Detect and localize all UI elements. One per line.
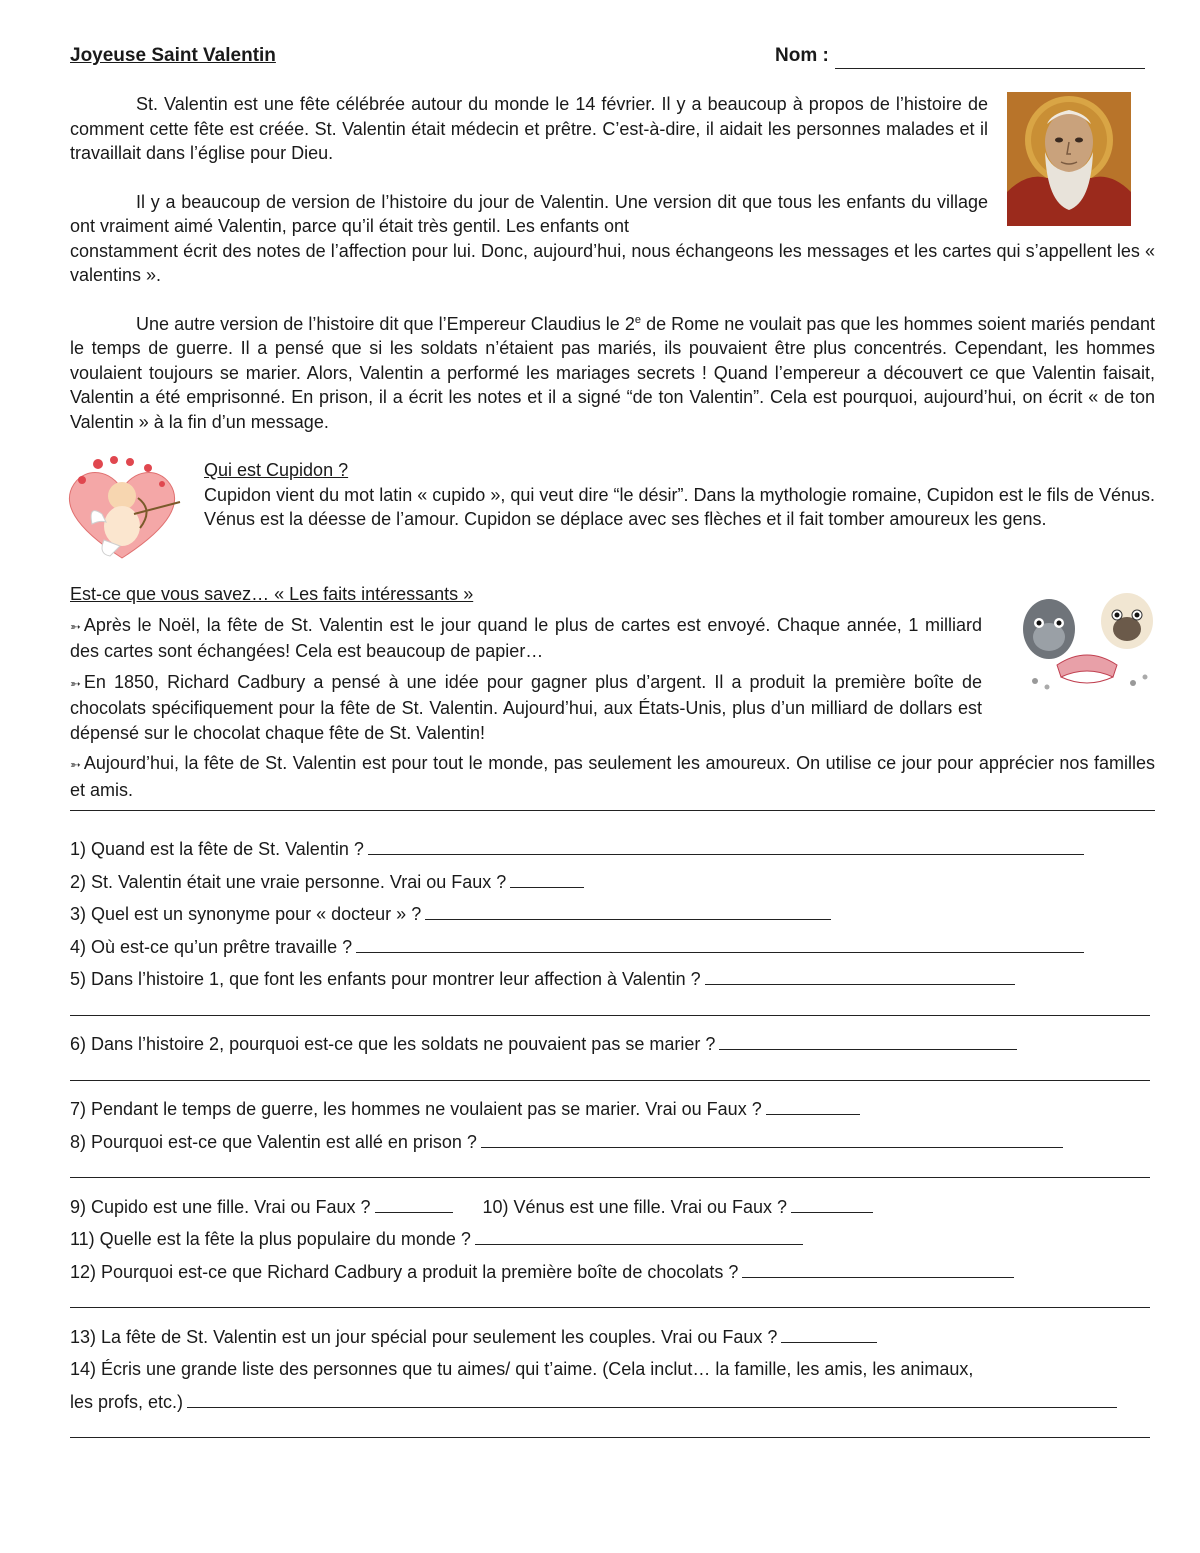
question-12 bbox=[70, 1256, 1155, 1289]
cupidon-text bbox=[204, 458, 1155, 532]
cupidon-paragraph: Cupidon vient du mot latin « cupido », qui veut dire “le désir”. Dans la mythologie romaine, Cupidon est le fils de Vénus. Vénus est la déesse de l’amour. Cupidon se déplace avec ses flèches et il fait tomber amoureux les gens. bbox=[204, 484, 1155, 529]
question-text: les profs, etc.) bbox=[70, 1391, 184, 1412]
question-text: 11) Quelle est la fête la plus populaire du monde ? bbox=[70, 1229, 471, 1249]
question-8 bbox=[70, 1126, 1155, 1159]
faits-section bbox=[70, 582, 1155, 802]
name-field[interactable] bbox=[775, 44, 1145, 69]
arrow-bullet-icon: ➳ bbox=[70, 618, 80, 634]
question-text: 6) Dans l’histoire 2, pourquoi est-ce que les soldats ne pouvaient pas se marier ? bbox=[70, 1034, 716, 1054]
answer-blank[interactable] bbox=[356, 932, 1084, 953]
answer-line[interactable] bbox=[70, 1418, 1155, 1451]
answer-line[interactable] bbox=[70, 996, 1155, 1029]
name-blank[interactable] bbox=[835, 50, 1145, 69]
question-text: 9) Cupido est une fille. Vrai ou Faux ? bbox=[70, 1196, 371, 1217]
question-text: 12) Pourquoi est-ce que Richard Cadbury a produit la première boîte de chocolats ? bbox=[70, 1261, 739, 1282]
section-divider bbox=[70, 810, 1155, 811]
question-3 bbox=[70, 898, 1155, 931]
pugs-chocolate-box-icon bbox=[1015, 585, 1160, 700]
answer-blank[interactable] bbox=[719, 1029, 1017, 1050]
question-13 bbox=[70, 1321, 1155, 1354]
header bbox=[70, 40, 1155, 74]
fact-item bbox=[70, 751, 1155, 802]
answer-line[interactable] bbox=[70, 1288, 1155, 1321]
question-text: 14) Écris une grande liste des personnes que tu aimes/ qui t’aime. (Cela inclut… la famille, les amis, les animaux, bbox=[70, 1359, 974, 1379]
answer-blank[interactable] bbox=[791, 1192, 873, 1213]
answer-blank[interactable] bbox=[481, 1127, 1063, 1148]
fact-item bbox=[70, 613, 982, 664]
paragraph-2-part-b: constamment écrit des notes de l’affection pour lui. Donc, aujourd’hui, nous échangeons les messages et les cartes qui s’appellent les « valentins ». bbox=[70, 240, 1155, 285]
question-14 bbox=[70, 1353, 1155, 1386]
question-text: 2) St. Valentin était une vraie personne. Vrai ou Faux ? bbox=[70, 871, 507, 892]
fact-item bbox=[70, 670, 982, 746]
answer-blank[interactable] bbox=[510, 867, 584, 888]
question-text: 3) Quel est un synonyme pour « docteur » ? bbox=[70, 904, 422, 924]
question-text: 4) Où est-ce qu’un prêtre travaille ? bbox=[70, 936, 353, 957]
question-text: 13) La fête de St. Valentin est un jour spécial pour seulement les couples. Vrai ou Faux ? bbox=[70, 1326, 778, 1347]
name-label: Nom : bbox=[775, 45, 829, 66]
answer-blank[interactable] bbox=[187, 1387, 1117, 1408]
question-text: 7) Pendant le temps de guerre, les hommes ne voulaient pas se marier. Vrai ou Faux ? bbox=[70, 1099, 762, 1119]
question-2 bbox=[70, 866, 1155, 899]
questions-section bbox=[70, 833, 1155, 1451]
answer-blank[interactable] bbox=[375, 1192, 453, 1213]
arrow-bullet-icon: ➳ bbox=[70, 757, 80, 772]
question-7 bbox=[70, 1093, 1155, 1126]
question-14-continued bbox=[70, 1386, 1155, 1419]
paragraph-2 bbox=[70, 190, 1155, 288]
answer-blank[interactable] bbox=[742, 1257, 1014, 1278]
question-text: 8) Pourquoi est-ce que Valentin est allé en prison ? bbox=[70, 1131, 477, 1152]
question-5 bbox=[70, 963, 1155, 996]
fact-text: Après le Noël, la fête de St. Valentin est le jour quand le plus de cartes est envoyé. Chaque année, 1 milliard des cartes sont échangées! Cela est beaucoup de papier… bbox=[70, 614, 982, 661]
cupid-heart-icon bbox=[62, 454, 182, 566]
answer-line[interactable] bbox=[70, 1158, 1155, 1191]
paragraph-1: St. Valentin est une fête célébrée autour du monde le 14 février. Il y a beaucoup à propos de l’histoire de comment cette fête est créée. St. Valentin était médecin et prêtre. C’est-à-dire, il aidait les personnes malades et il travaillait dans l’église pour Dieu. bbox=[70, 94, 988, 163]
question-6 bbox=[70, 1028, 1155, 1061]
question-text: 5) Dans l’histoire 1, que font les enfants pour montrer leur affection à Valentin ? bbox=[70, 969, 701, 989]
answer-blank[interactable] bbox=[705, 964, 1015, 985]
question-text: 10) Vénus est une fille. Vrai ou Faux ? bbox=[482, 1196, 788, 1217]
superscript-e: e bbox=[634, 313, 642, 326]
answer-blank[interactable] bbox=[475, 1224, 803, 1245]
question-text: 1) Quand est la fête de St. Valentin ? bbox=[70, 839, 364, 859]
question-11 bbox=[70, 1223, 1155, 1256]
page-title: Joyeuse Saint Valentin bbox=[70, 45, 276, 66]
paragraph-3-end: de Rome ne voulait pas que les hommes soient mariés pendant le temps de guerre. Il a pensé que si les soldats n’étaient pas mariés, ils pouvaient être plus concentrés. Cependant, les hommes voulaient toujours se marier. Alors, Valentin a performé les mariages secrets ! Quand l’empereur a découvert ce que Valentin faisait, Valentin a été emprisonné. En prison, il a écrit les notes et il a signé “de ton Valentin”. Cela est pourquoi, aujourd’hui, on écrit « de ton Valentin » à la fin d’un message. bbox=[70, 313, 1155, 432]
question-9-10 bbox=[70, 1191, 1155, 1224]
question-4 bbox=[70, 931, 1155, 964]
faits-title: Est-ce que vous savez… « Les faits intéressants » bbox=[70, 584, 474, 604]
answer-line[interactable] bbox=[70, 1061, 1155, 1094]
paragraph-2-part-a: Il y a beaucoup de version de l’histoire du jour de Valentin. Une version dit que tous les enfants du village ont vraiment aimé Valentin, parce qu’il était très gentil. Les enfants ont bbox=[70, 191, 988, 236]
paragraph-3-start: Une autre version de l’histoire dit que l’Empereur Claudius le 2 bbox=[136, 313, 635, 334]
paragraph-3 bbox=[70, 312, 1155, 435]
answer-blank[interactable] bbox=[781, 1322, 877, 1343]
worksheet bbox=[70, 40, 1155, 1451]
cupidon-section bbox=[70, 458, 1155, 578]
arrow-bullet-icon: ➳ bbox=[70, 675, 80, 691]
fact-text: Aujourd’hui, la fête de St. Valentin est pour tout le monde, pas seulement les amoureux. On utilise ce jour pour apprécier nos familles et amis. bbox=[70, 753, 1155, 800]
fact-text: En 1850, Richard Cadbury a pensé à une idée pour gagner plus d’argent. Il a produit la première boîte de chocolats spécifiquement pour la fête de St. Valentin. Aujourd’hui, aux États-Unis, plus d’un milliard de dollars est dépensé sur le chocolat chaque fête de St. Valentin! bbox=[70, 671, 982, 743]
cupidon-title: Qui est Cupidon ? bbox=[204, 460, 349, 480]
saint-valentin-icon bbox=[1007, 92, 1131, 226]
answer-blank[interactable] bbox=[425, 899, 831, 920]
answer-blank[interactable] bbox=[766, 1094, 860, 1115]
question-1 bbox=[70, 833, 1155, 866]
answer-blank[interactable] bbox=[368, 834, 1084, 855]
